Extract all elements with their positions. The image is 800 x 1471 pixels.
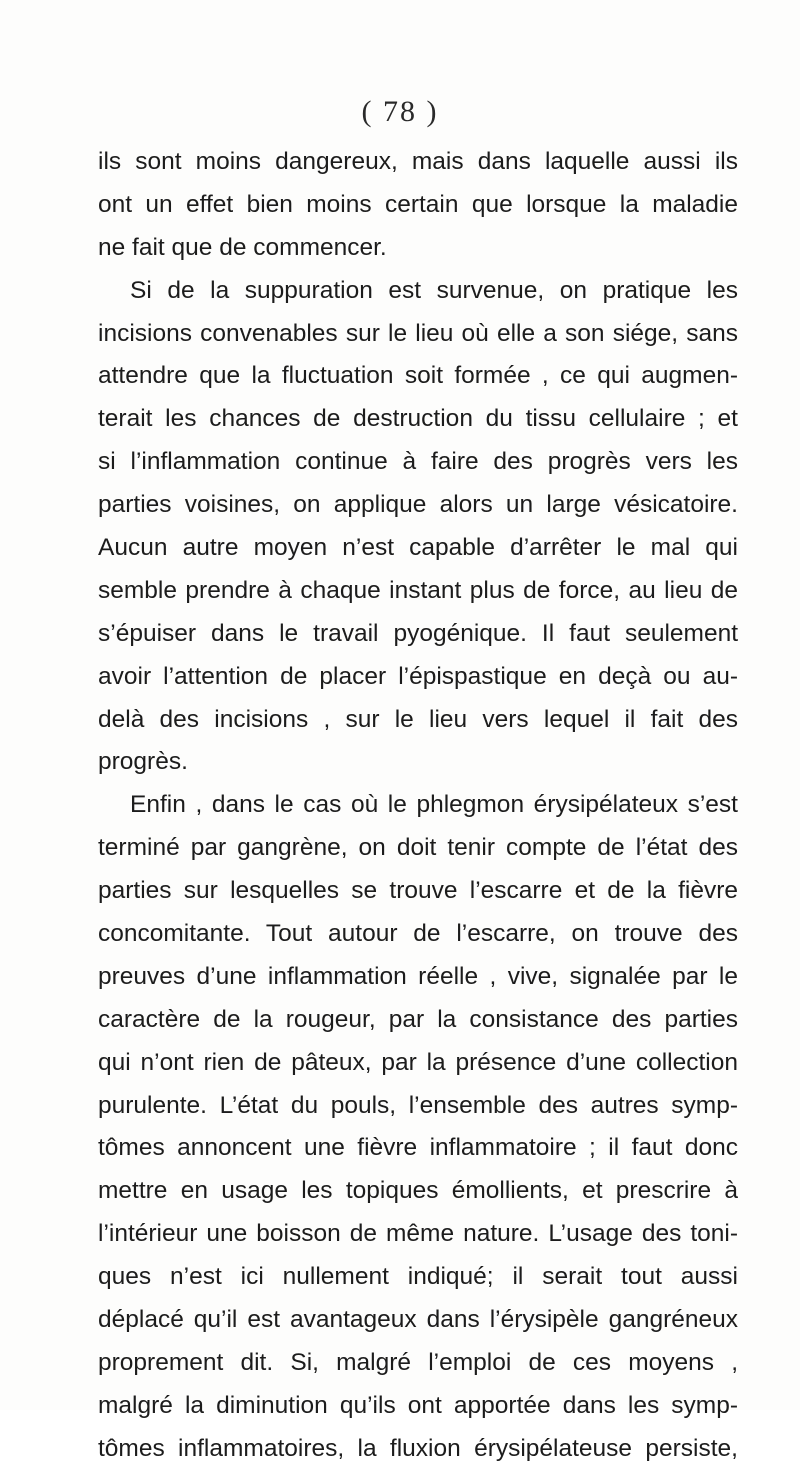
text-line: avoir l’attention de placer l’épispastique en deçà ou au- <box>98 662 738 690</box>
text-line: Enfin , dans le cas où le phlegmon érysipélateux s’est <box>130 791 738 819</box>
text-line: ils sont moins dangereux, mais dans laquelle aussi ils <box>98 148 738 175</box>
text-line: ont un effet bien moins certain que lorsque la maladie <box>98 190 738 218</box>
text-line: semble prendre à chaque instant plus de force, au lieu de <box>98 576 738 604</box>
text-line: tômes annoncent une fièvre inflammatoire ; il faut donc <box>98 1134 738 1162</box>
text-line: si l’inflammation continue à faire des progrès vers les <box>98 448 738 476</box>
text-line: incisions convenables sur le lieu où elle a son siége, sans <box>98 319 738 347</box>
text-line: ques n’est ici nullement indiqué; il serait tout aussi <box>98 1263 738 1291</box>
text-line: preuves d’une inflammation réelle , vive, signalée par le <box>98 962 738 990</box>
text-line: l’intérieur une boisson de même nature. L’usage des toni- <box>98 1220 738 1248</box>
text-line: tômes inflammatoires, la fluxion érysipélateuse persiste, <box>98 1434 738 1462</box>
page-number: ( 78 ) <box>361 95 439 128</box>
text-line: déplacé qu’il est avantageux dans l’érysipèle gangréneux <box>98 1306 738 1334</box>
text-line: terminé par gangrène, on doit tenir compte de l’état des <box>98 834 738 862</box>
text-line: parties voisines, on applique alors un large vésicatoire. <box>98 491 738 519</box>
body-text <box>98 141 738 1471</box>
text-line: mettre en usage les topiques émollients, et prescrire à <box>98 1177 738 1205</box>
text-line: qui n’ont rien de pâteux, par la présence d’une collection <box>98 1048 738 1076</box>
text-line: Si de la suppuration est survenue, on pratique les <box>130 276 738 304</box>
text-line: progrès. <box>98 748 188 776</box>
text-line: malgré la diminution qu’ils ont apportée dans les symp- <box>98 1391 738 1419</box>
text-line: Aucun autre moyen n’est capable d’arrêter le mal qui <box>98 534 738 562</box>
text-line: attendre que la fluctuation soit formée , ce qui augmen- <box>98 362 738 390</box>
text-line: ne fait que de commencer. <box>98 233 387 261</box>
text-line: purulente. L’état du pouls, l’ensemble des autres symp- <box>98 1091 738 1119</box>
text-line: delà des incisions , sur le lieu vers lequel il fait des <box>98 705 738 733</box>
text-line: parties sur lesquelles se trouve l’escarre et de la fièvre <box>98 877 738 905</box>
text-line: terait les chances de destruction du tissu cellulaire ; et <box>98 405 738 433</box>
text-line: concomitante. Tout autour de l’escarre, on trouve des <box>98 920 738 948</box>
text-line: proprement dit. Si, malgré l’emploi de ces moyens , <box>98 1348 738 1376</box>
text-line: s’épuiser dans le travail pyogénique. Il faut seulement <box>98 619 738 647</box>
text-line: caractère de la rougeur, par la consistance des parties <box>98 1005 738 1033</box>
